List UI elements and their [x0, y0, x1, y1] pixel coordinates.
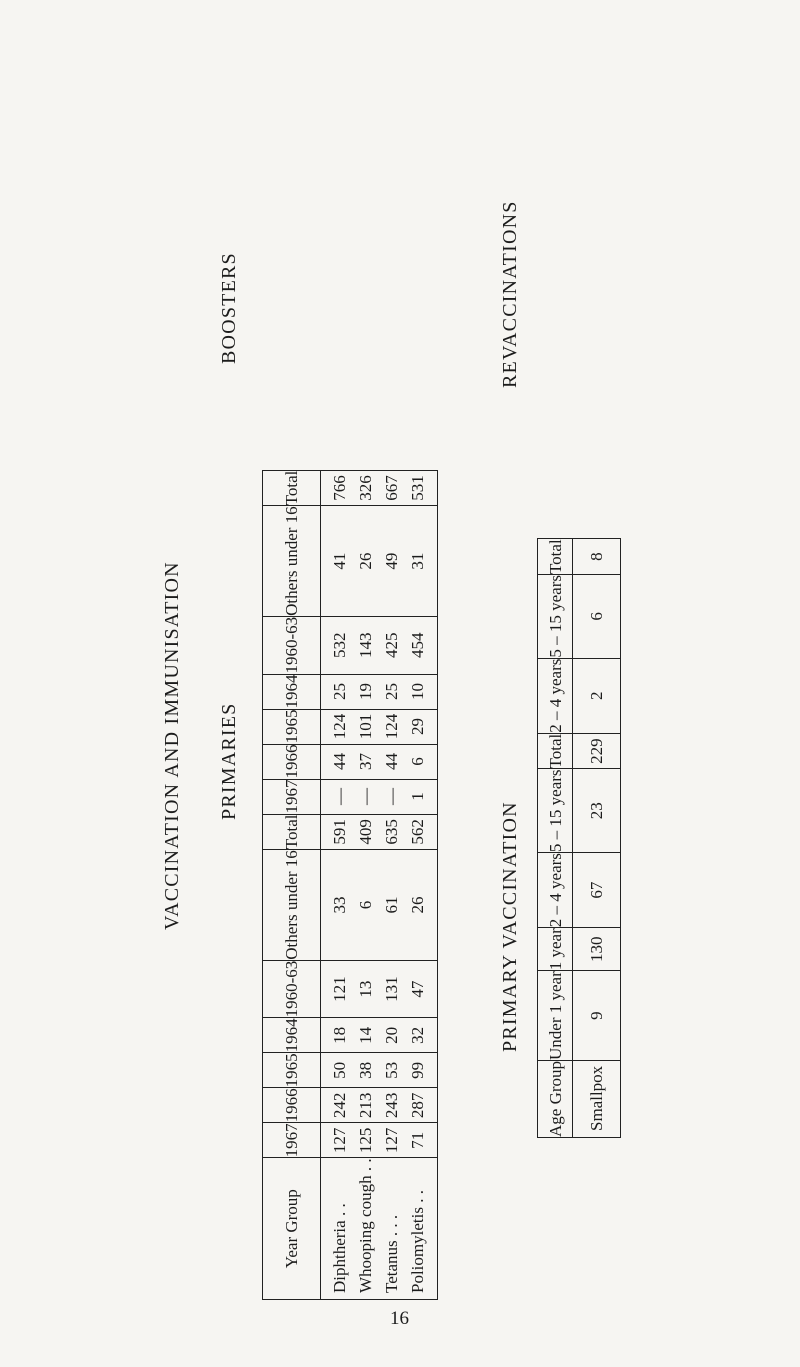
age-group-header: Age Group [538, 1060, 573, 1137]
smallpox-table [537, 538, 621, 1138]
boosters-col-header: 1964 [263, 674, 321, 709]
data-cell: 766 326 667 531 [321, 470, 438, 506]
smallpox-table-wrapper [537, 538, 621, 1138]
data-cell: 124 101 124 29 [321, 709, 438, 744]
primaries-col-header: 1966 [263, 1088, 321, 1123]
data-cell: 23 [573, 769, 621, 853]
revaccinations-col-header: 2 – 4 years [538, 658, 573, 733]
boosters-col-header: 1967 [263, 779, 321, 814]
primary-vaccination-col-header: 2 – 4 years [538, 853, 573, 928]
data-cell: 6 [573, 575, 621, 659]
data-cell: 127 125 127 71 [321, 1123, 438, 1158]
data-cell: 532 143 425 454 [321, 616, 438, 674]
primary-vaccination-col-header: 5 – 15 years [538, 769, 573, 853]
primaries-col-header: 1965 [263, 1053, 321, 1088]
data-cell: 591 409 635 562 [321, 814, 438, 850]
boosters-col-header: 1960-63 [263, 616, 321, 674]
immunisation-table-wrapper [262, 470, 438, 1300]
data-cell: 229 [573, 733, 621, 769]
data-cell: 67 [573, 853, 621, 928]
data-cell: 25 19 25 10 [321, 674, 438, 709]
primary-vaccination-heading: PRIMARY VACCINATION [499, 801, 521, 1052]
row-label: Smallpox [573, 1060, 621, 1137]
header-row [263, 470, 321, 1299]
boosters-heading: BOOSTERS [218, 252, 240, 364]
primaries-col-header: Others under 16 [263, 850, 321, 961]
row-label: Whooping cough . . [356, 1158, 375, 1293]
smallpox-row [573, 539, 621, 1138]
primaries-heading: PRIMARIES [218, 702, 240, 820]
data-cell: 121 13 131 47 [321, 960, 438, 1018]
data-cell: 242 213 243 287 [321, 1088, 438, 1123]
primary-vaccination-col-header: Total [538, 733, 573, 769]
data-cell: 18 14 20 32 [321, 1018, 438, 1053]
header-row [538, 539, 573, 1138]
immunisation-table [262, 470, 438, 1300]
boosters-col-header: Others under 16 [263, 506, 321, 617]
boosters-col-header: Total [263, 470, 321, 506]
data-cell: 33 6 61 26 [321, 850, 438, 961]
row-label: Diphtheria . . [330, 1203, 349, 1293]
year-group-header: Year Group [263, 1158, 321, 1300]
boosters-col-header: 1966 [263, 744, 321, 779]
data-cell: 41 26 49 31 [321, 506, 438, 617]
data-cell: 130 [573, 928, 621, 971]
primaries-col-header: 1960-63 [263, 960, 321, 1018]
data-cell: — — — 1 [321, 779, 438, 814]
row-label: Tetanus . . . [382, 1214, 401, 1293]
data-cell: 2 [573, 658, 621, 733]
revaccinations-col-header: Total [538, 539, 573, 575]
primary-vaccination-col-header: 1 year [538, 928, 573, 971]
primaries-col-header: 1967 [263, 1123, 321, 1158]
data-cell: 9 [573, 971, 621, 1061]
data-cell: 50 38 53 99 [321, 1053, 438, 1088]
data-cell: 8 [573, 539, 621, 575]
page-title: VACCINATION AND IMMUNISATION [161, 561, 183, 930]
revaccinations-heading: REVACCINATIONS [499, 200, 521, 388]
page-number: 16 [390, 1308, 409, 1329]
primaries-col-header: 1964 [263, 1018, 321, 1053]
primaries-col-header: Total [263, 814, 321, 850]
row-label: Poliomyletis . . [408, 1190, 427, 1293]
data-cell: 44 37 44 6 [321, 744, 438, 779]
revaccinations-col-header: 5 – 15 years [538, 575, 573, 659]
primary-vaccination-col-header: Under 1 year [538, 971, 573, 1061]
boosters-col-header: 1965 [263, 709, 321, 744]
row-labels [321, 1158, 438, 1300]
